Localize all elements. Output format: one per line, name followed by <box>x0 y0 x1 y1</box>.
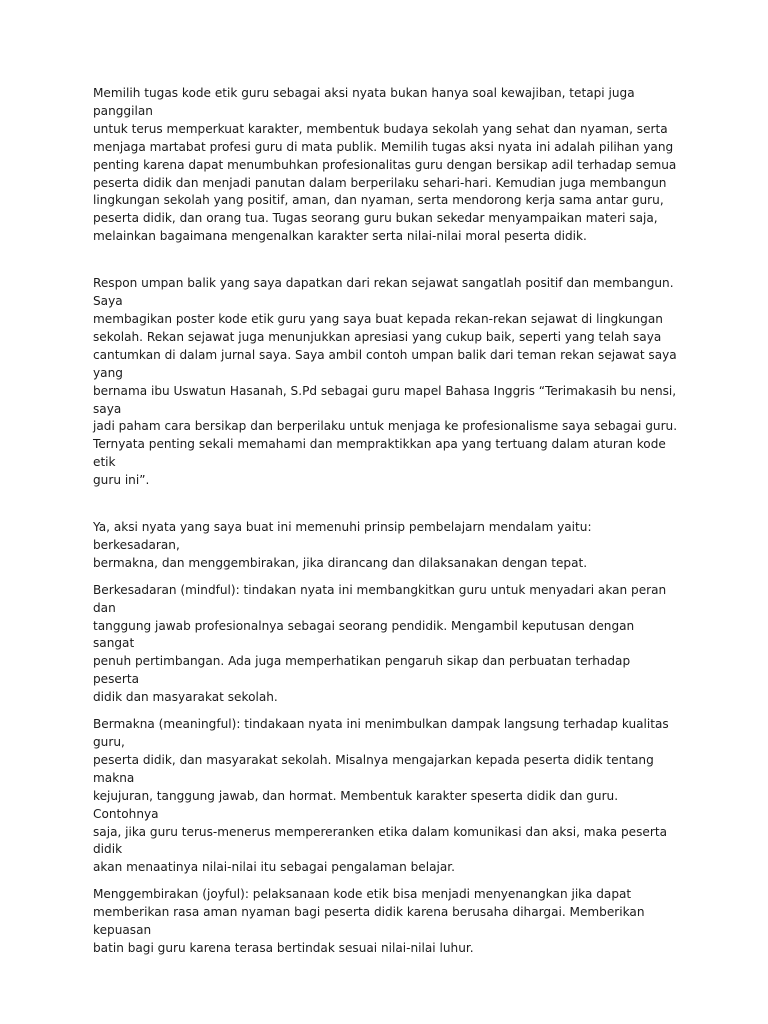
paragraph-spacer <box>93 490 678 519</box>
paragraph-spacer <box>93 877 678 886</box>
document-body <box>93 85 678 958</box>
paragraph-bermakna: Bermakna (meaningful): tindakaan nyata ini menimbulkan dampak langsung terhadap kualitas guru, peserta didik, dan masyarakat sekolah. Misalnya mengajarkan kepada peserta didik tentang makna kejujuran, tanggung jawab, dan hormat. Membentuk karakter speserta didik dan guru. Contohnya saja, jika guru terus-menerus mempereranken etika dalam komunikasi dan aksi, maka peserta didik akan menaatinya nilai-nilai itu sebagai pengalaman belajar. <box>93 717 669 875</box>
paragraph-umpan-balik: Respon umpan balik yang saya dapatkan dari rekan sejawat sangatlah positif dan membangun. Saya membagikan poster kode etik guru yang saya buat kepada rekan-rekan sejawat di lingkungan sekolah. Rekan sejawat juga menunjukkan apresiasi yang cukup baik, seperti yang telah saya cantumkan di dalam jurnal saya. Saya ambil contoh umpan balik dari teman rekan sejawat saya yang bernama ibu Uswatun Hasanah, S.Pd sebagai guru mapel Bahasa Inggris “Terimakasih bu nensi, saya jadi paham cara bersikap dan berperilaku untuk menjaga ke profesionalisme saya sebagai guru. Ternyata penting sekali memahami dan mempraktikkan apa yang tertuang dalam aturan kode etik guru ini”. <box>93 276 678 488</box>
paragraph-spacer <box>93 707 678 716</box>
paragraph-spacer <box>93 246 678 275</box>
paragraph-spacer <box>93 573 678 582</box>
paragraph-menggembirakan: Menggembirakan (joyful): pelaksanaan kode etik bisa menjadi menyenangkan jika dapat memberikan rasa aman nyaman bagi peserta didik karena berusaha dihargai. Memberikan kepuasan batin bagi guru karena terasa bertindak sesuai nilai-nilai luhur. <box>93 887 645 955</box>
paragraph-prinsip: Ya, aksi nyata yang saya buat ini memenuhi prinsip pembelajarn mendalam yaitu: berkesadaran, bermakna, dan menggembirakan, jika dirancang dan dilaksanakan dengan tepat. <box>93 520 592 570</box>
paragraph-aksi-nyata: Memilih tugas kode etik guru sebagai aksi nyata bukan hanya soal kewajiban, tetapi juga panggilan untuk terus memperkuat karakter, membentuk budaya sekolah yang sehat dan nyaman, serta menjaga martabat profesi guru di mata publik. Memilih tugas aksi nyata ini adalah pilihan yang penting karena dapat menumbuhkan profesionalitas guru dengan bersikap adil terhadap semua peserta didik dan menjadi panutan dalam berperilaku sehari-hari. Kemudian juga membangun lingkungan sekolah yang positif, aman, dan nyaman, serta mendorong kerja sama antar guru, peserta didik, dan orang tua. Tugas seorang guru bukan sekedar menyampaikan materi saja, melainkan bagaimana mengenalkan karakter serta nilai-nilai moral peserta didik. <box>93 86 677 244</box>
paragraph-berkesadaran: Berkesadaran (mindful): tindakan nyata ini membangkitkan guru untuk menyadari akan peran dan tanggung jawab profesionalnya sebagai seorang pendidik. Mengambil keputusan dengan sangat penuh pertimbangan. Ada juga memperhatikan pengaruh sikap dan perbuatan terhadap peserta didik dan masyarakat sekolah. <box>93 582 667 705</box>
